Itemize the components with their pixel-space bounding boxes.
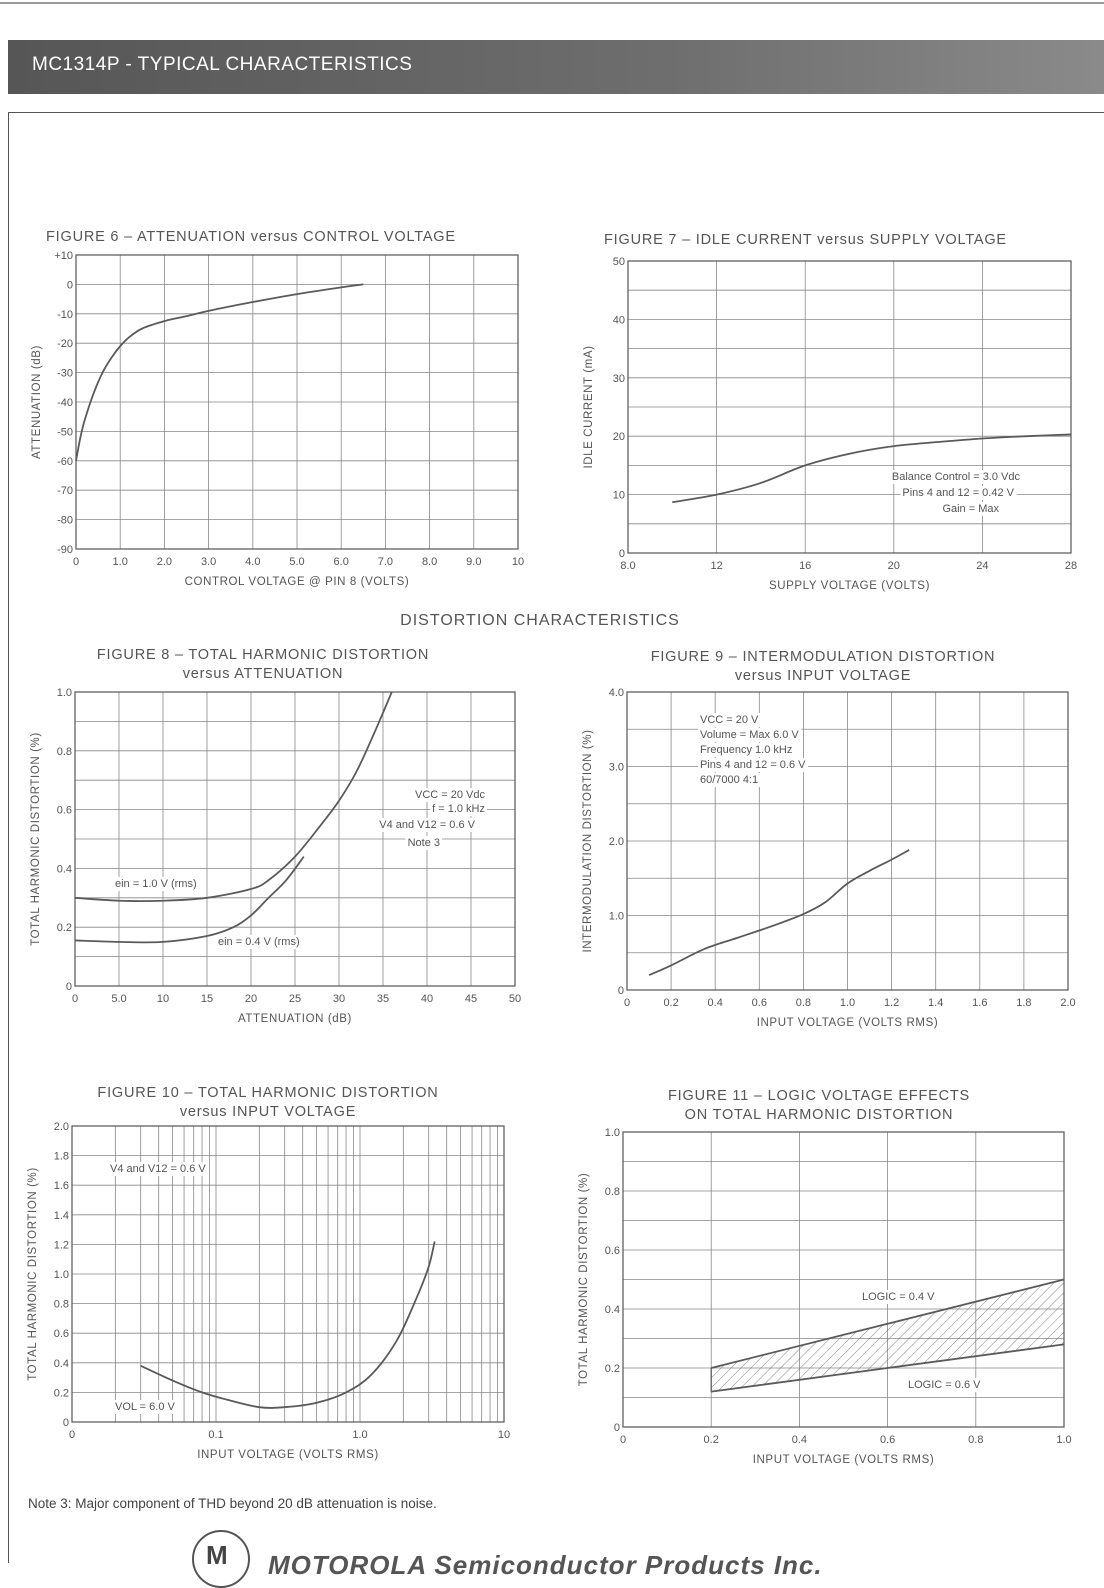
fig6-x-tick-label: 0	[72, 556, 80, 568]
fig10-x-tick-label: 10	[497, 1429, 511, 1441]
figure-8-subtitle: versus ATTENUATION	[182, 666, 344, 682]
fig6-x-tick-label: 3.0	[200, 556, 217, 568]
fig7-annotation: Gain = Max	[942, 503, 999, 515]
motorola-logo-icon	[192, 1530, 250, 1588]
fig9-x-tick-label: 0.8	[795, 997, 812, 1009]
fig8-series-line-1	[75, 692, 392, 901]
fig6-y-tick-label: -10	[57, 308, 73, 321]
fig9-annotation: Frequency 1.0 kHz	[700, 744, 793, 756]
fig6-y-tick-label: -30	[57, 367, 73, 380]
fig9-y-tick-label: 4.0	[608, 687, 624, 699]
fig11-y-tick-label: 0	[613, 1422, 620, 1434]
fig8-x-tick-label: 25	[288, 993, 302, 1005]
fig8-annotation: f = 1.0 kHz	[432, 803, 485, 815]
fig6-y-tick-label: -20	[57, 338, 73, 351]
fig10-y-tick-label: 0.2	[53, 1387, 69, 1400]
fig10-x-tick-label: 1.0	[352, 1429, 368, 1441]
fig11-series-label-1: LOGIC = 0.4 V	[862, 1291, 935, 1303]
fig9-x-tick-label: 2.0	[1060, 997, 1076, 1009]
fig10-y-tick-label: 1.4	[53, 1209, 69, 1222]
fig9-series-line-1	[649, 850, 909, 975]
fig6-x-axis-label: CONTROL VOLTAGE @ PIN 8 (VOLTS)	[184, 576, 410, 588]
fig8-x-tick-label: 15	[200, 993, 214, 1005]
fig6-y-tick-label: -50	[57, 426, 73, 439]
fig9-annotation: 60/7000 4:1	[700, 774, 759, 786]
fig9-y-tick-label: 2.0	[608, 836, 624, 848]
fig6-y-tick-label: 0	[66, 279, 73, 292]
logo-glyph: M	[206, 1540, 228, 1570]
fig8-x-tick-label: 40	[420, 993, 434, 1005]
fig9-x-tick-label: 1.6	[972, 997, 988, 1009]
page-title: MC1314P - TYPICAL CHARACTERISTICS	[32, 54, 413, 75]
fig10-y-tick-label: 1.2	[53, 1239, 69, 1252]
fig7-x-axis-label: SUPPLY VOLTAGE (VOLTS)	[768, 580, 931, 592]
fig11-x-tick-label: 0.4	[791, 1434, 808, 1446]
section-title: DISTORTION CHARACTERISTICS	[400, 612, 680, 629]
footer-company: MOTOROLA Semiconductor Products Inc.	[268, 1550, 823, 1580]
fig8-annotation: VCC = 20 Vdc	[414, 789, 485, 801]
fig8-series-label-2: ein = 0.4 V (rms)	[218, 936, 300, 948]
fig10-y-tick-label: 0	[62, 1417, 69, 1429]
fig7-y-axis-label: IDLE CURRENT (mA)	[583, 345, 595, 469]
figure-11-title-line1: FIGURE 11 – LOGIC VOLTAGE EFFECTS	[668, 1088, 970, 1104]
fig9-x-tick-label: 1.4	[928, 997, 944, 1009]
fig10-annotation: V4 and V12 = 0.6 V	[110, 1163, 206, 1175]
fig6-x-tick-label: 4.0	[245, 556, 261, 568]
fig8-x-tick-label: 35	[376, 993, 390, 1005]
fig9-y-tick-label: 1.0	[608, 910, 624, 923]
fig8-y-tick-label: 0.4	[56, 863, 72, 876]
fig6-y-tick-label: -80	[57, 514, 73, 527]
figure-10-subtitle: versus INPUT VOLTAGE	[179, 1104, 357, 1120]
fig6-x-tick-label: 2.0	[156, 556, 173, 568]
fig8-x-tick-label: 10	[156, 993, 170, 1005]
figure-11-subtitle: ON TOTAL HARMONIC DISTORTION	[684, 1107, 954, 1123]
fig11-x-tick-label: 0	[619, 1434, 627, 1446]
fig11-y-tick-label: 0.6	[604, 1245, 620, 1257]
fig11-x-tick-label: 0.8	[968, 1434, 984, 1446]
fig7-x-tick-label: 20	[887, 560, 900, 572]
fig9-x-axis-label: INPUT VOLTAGE (VOLTS RMS)	[756, 1017, 939, 1029]
fig7-y-tick-label: 40	[612, 314, 625, 327]
fig6-x-tick-label: 1.0	[112, 556, 128, 568]
fig7-annotation: Pins 4 and 12 = 0.42 V	[902, 487, 1014, 499]
fig9-x-tick-label: 0.4	[707, 997, 723, 1009]
fig6-x-tick-label: 8.0	[421, 556, 438, 568]
fig6-x-tick-label: 9.0	[466, 556, 482, 568]
fig10-y-tick-label: 0.6	[53, 1328, 69, 1341]
fig7-x-tick-label: 28	[1064, 560, 1078, 572]
figure-9-subtitle: versus INPUT VOLTAGE	[734, 668, 912, 684]
fig11-x-tick-label: 1.0	[1056, 1434, 1072, 1446]
fig7-x-tick-label: 16	[799, 560, 812, 572]
fig8-series-label-1: ein = 1.0 V (rms)	[115, 878, 197, 890]
fig8-y-axis-label: TOTAL HARMONIC DISTORTION (%)	[30, 732, 42, 946]
fig8-x-tick-label: 30	[332, 993, 346, 1005]
fig9-x-tick-label: 1.2	[883, 997, 900, 1009]
fig10-y-axis-label: TOTAL HARMONIC DISTORTION (%)	[27, 1167, 39, 1381]
fig11-x-tick-label: 0.2	[703, 1434, 719, 1446]
fig10-y-tick-label: 0.4	[53, 1357, 69, 1370]
fig7-x-tick-label: 8.0	[620, 560, 636, 572]
figure-10-title-line1: FIGURE 10 – TOTAL HARMONIC DISTORTION	[97, 1085, 439, 1101]
fig9-annotation: Volume = Max 6.0 V	[700, 729, 799, 741]
fig11-y-tick-label: 0.2	[604, 1363, 620, 1375]
fig10-y-tick-label: 1.6	[53, 1180, 69, 1193]
fig6-x-tick-label: 10	[511, 556, 525, 568]
fig8-y-tick-label: 0	[65, 981, 72, 993]
fig9-y-tick-label: 0	[617, 985, 624, 997]
fig7-x-tick-label: 24	[976, 560, 989, 572]
fig9-x-tick-label: 0.6	[751, 997, 767, 1009]
fig10-y-tick-label: 0.8	[53, 1298, 69, 1311]
fig8-x-tick-label: 5.0	[111, 993, 127, 1005]
fig9-annotation: Pins 4 and 12 = 0.6 V	[700, 759, 806, 771]
fig8-annotation: V4 and V12 = 0.6 V	[379, 819, 475, 831]
fig8-x-axis-label: ATTENUATION (dB)	[238, 1013, 352, 1025]
fig10-y-tick-label: 1.8	[53, 1150, 69, 1163]
fig11-series-label-2: LOGIC = 0.6 V	[908, 1379, 981, 1391]
fig8-x-tick-label: 45	[464, 993, 478, 1005]
fig6-y-axis-label: ATTENUATION (dB)	[31, 345, 43, 459]
fig11-x-axis-label: INPUT VOLTAGE (VOLTS RMS)	[752, 1454, 935, 1466]
fig9-x-tick-label: 0	[623, 997, 631, 1009]
fig10-series-line-1	[141, 1241, 435, 1408]
fig9-x-tick-label: 1.8	[1016, 997, 1032, 1009]
fig10-y-tick-label: 2.0	[53, 1121, 69, 1133]
fig10-x-tick-label: 0.1	[208, 1429, 224, 1441]
fig7-y-tick-label: 30	[612, 372, 625, 385]
fig11-y-axis-label: TOTAL HARMONIC DISTORTION (%)	[578, 1172, 590, 1387]
fig6-x-tick-label: 7.0	[377, 556, 394, 568]
fig6-y-tick-label: -60	[57, 455, 73, 468]
fig8-x-tick-label: 20	[244, 993, 258, 1005]
fig11-x-tick-label: 0.6	[879, 1434, 896, 1446]
footnote: Note 3: Major component of THD beyond 20 dB attenuation is noise.	[28, 1496, 437, 1511]
fig6-x-tick-label: 6.0	[333, 556, 349, 568]
fig9-x-tick-label: 0.2	[663, 997, 679, 1009]
fig8-y-tick-label: 0.6	[56, 804, 72, 817]
fig6-y-tick-label: -40	[57, 397, 73, 409]
fig6-y-tick-label: -90	[57, 544, 73, 556]
fig6-x-tick-label: 5.0	[289, 556, 305, 568]
fig10-y-tick-label: 1.0	[53, 1269, 69, 1281]
figure-7-title: FIGURE 7 – IDLE CURRENT versus SUPPLY VOLTAGE	[604, 232, 1007, 248]
fig6-y-tick-label: +10	[54, 250, 73, 262]
fig7-annotation: Balance Control = 3.0 Vdc	[891, 471, 1020, 483]
fig7-y-tick-label: 10	[612, 489, 625, 502]
fig9-y-tick-label: 3.0	[608, 761, 624, 774]
fig6-y-tick-label: -70	[57, 485, 73, 498]
figure-6-title: FIGURE 6 – ATTENUATION versus CONTROL VOLTAGE	[46, 229, 456, 245]
fig7-y-tick-label: 20	[612, 431, 625, 444]
fig8-y-tick-label: 0.2	[56, 922, 72, 935]
fig11-y-tick-label: 1.0	[604, 1127, 620, 1139]
fig10-x-axis-label: INPUT VOLTAGE (VOLTS RMS)	[197, 1449, 379, 1461]
fig7-x-tick-label: 12	[710, 560, 723, 572]
fig8-annotation: Note 3	[407, 837, 440, 849]
fig7-y-tick-label: 50	[612, 256, 625, 268]
fig11-y-tick-label: 0.4	[604, 1304, 620, 1316]
fig11-y-tick-label: 0.8	[604, 1186, 620, 1198]
fig9-y-axis-label: INTERMODULATION DISTORTION (%)	[582, 729, 594, 953]
fig10-annotation: VOL = 6.0 V	[115, 1401, 175, 1413]
fig8-x-tick-label: 50	[508, 993, 522, 1005]
fig7-y-tick-label: 0	[618, 548, 625, 560]
fig10-x-tick-label: 0	[68, 1429, 76, 1441]
fig8-y-tick-label: 1.0	[56, 687, 72, 699]
figure-8-title-line1: FIGURE 8 – TOTAL HARMONIC DISTORTION	[96, 647, 430, 663]
fig8-x-tick-label: 0	[71, 993, 79, 1005]
fig8-y-tick-label: 0.8	[56, 745, 72, 758]
figure-9-title-line1: FIGURE 9 – INTERMODULATION DISTORTION	[650, 649, 996, 665]
fig9-x-tick-label: 1.0	[839, 997, 856, 1009]
fig9-annotation: VCC = 20 V	[700, 714, 759, 726]
